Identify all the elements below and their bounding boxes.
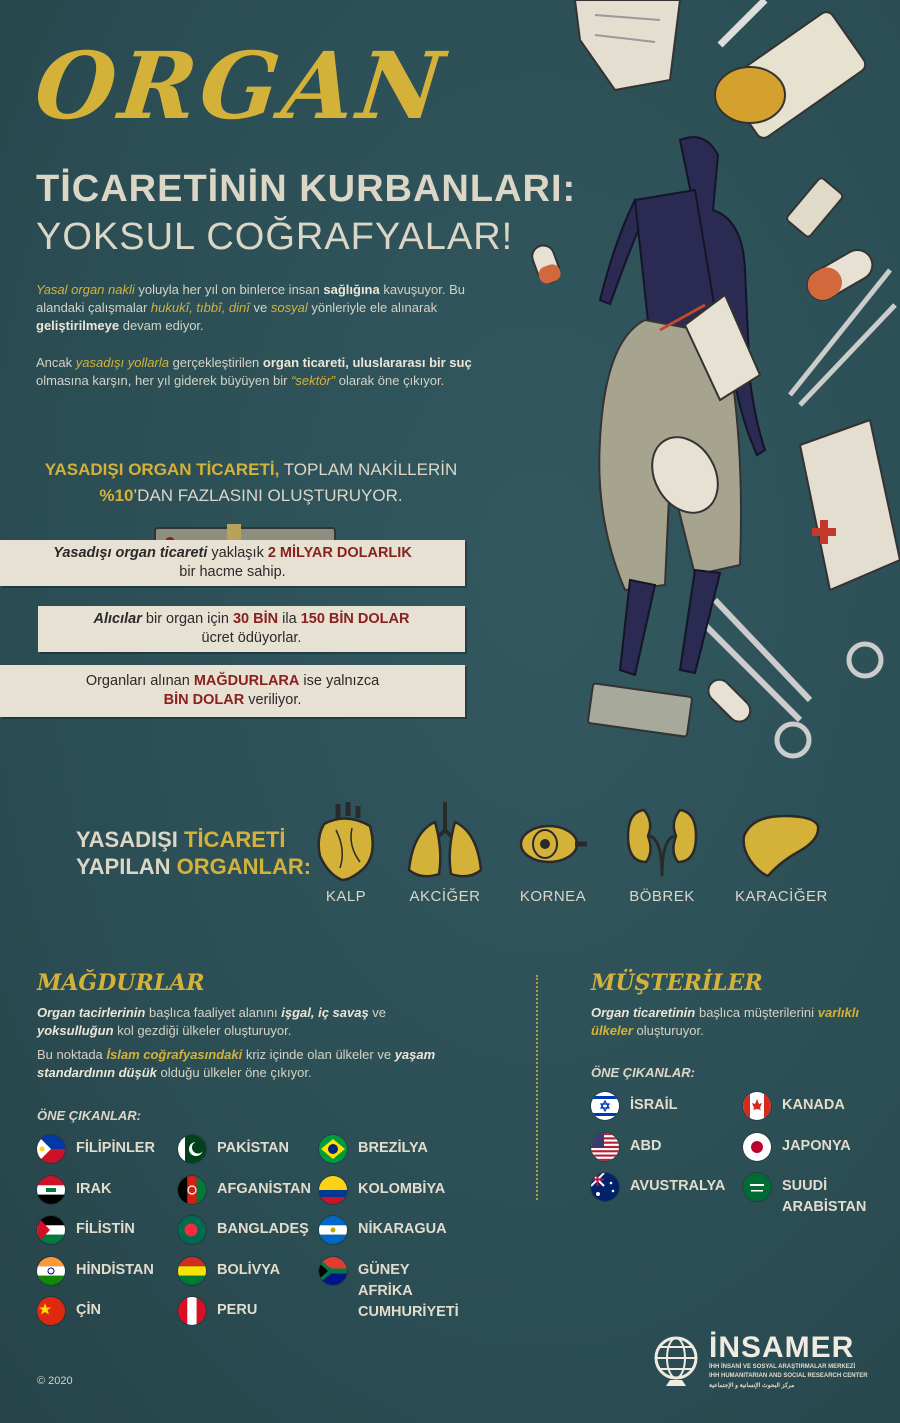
- country-name: PAKİSTAN: [217, 1140, 289, 1156]
- customers-subtitle: ÖNE ÇIKANLAR:: [591, 1065, 695, 1080]
- card-3-line2: veriliyor.: [244, 692, 302, 708]
- flag-icon: [178, 1176, 206, 1204]
- country-name: HİNDİSTAN: [76, 1261, 154, 1278]
- flag-icon: [319, 1176, 347, 1204]
- liver-icon: [738, 800, 822, 882]
- text-run: devam ediyor.: [119, 318, 204, 333]
- text-run: İslam coğrafyasındaki: [106, 1047, 243, 1062]
- flag-icon: [37, 1297, 65, 1325]
- text-run: hukukî, tıbbî, dinî: [150, 300, 250, 315]
- syringe-icon: [720, 0, 765, 45]
- text-run: kriz içinde olan ülkeler ve: [242, 1047, 395, 1062]
- country-item: [591, 1095, 737, 1120]
- section-divider: [536, 975, 538, 1200]
- country-item: [591, 1176, 737, 1201]
- victims-subtitle: ÖNE ÇIKANLAR:: [37, 1108, 141, 1123]
- victims-title: MAĞDURLAR: [37, 970, 205, 996]
- country-name: İSRAİL: [630, 1097, 678, 1113]
- country-item: [178, 1138, 313, 1163]
- country-name: PERU: [217, 1302, 258, 1318]
- card-1-line2: bir hacme sahip.: [179, 564, 286, 580]
- card-2-text-2: ila: [278, 611, 301, 627]
- card-1-value: 2 MİLYAR DOLARLIK: [267, 545, 412, 561]
- country-name: KOLOMBİYA: [358, 1180, 446, 1197]
- country-name: AFGANİSTAN: [217, 1180, 311, 1197]
- medical-paper-icon: [800, 420, 900, 590]
- text-run: Organ ticaretinin: [591, 1005, 696, 1020]
- card-3-text-2: ise yalnızca: [299, 673, 380, 689]
- flag-icon: [178, 1257, 206, 1285]
- card-2-value-2: 150 BİN DOLAR: [300, 611, 410, 627]
- organs-heading-w1: YASADIŞI: [76, 827, 178, 852]
- flag-icon: [319, 1257, 347, 1285]
- copyright: © 2020: [37, 1375, 73, 1387]
- organs-heading-g2: ORGANLAR:: [176, 854, 312, 879]
- text-run: başlıca faaliyet alanını: [145, 1005, 282, 1020]
- flag-icon: [319, 1216, 347, 1244]
- globe-logo-icon: [652, 1334, 700, 1388]
- country-name: IRAK: [76, 1180, 112, 1197]
- country-item: [178, 1179, 313, 1204]
- card-3-text: Organları alınan: [85, 673, 194, 689]
- customers-title: MÜŞTERİLER: [591, 970, 763, 996]
- country-name: KANADA: [782, 1097, 845, 1113]
- text-run: ve: [368, 1005, 387, 1020]
- flag-icon: [743, 1173, 771, 1201]
- text-run: Organ tacirlerinin: [37, 1005, 146, 1020]
- customers-paragraph: [591, 1004, 859, 1040]
- kidneys-icon: [624, 800, 700, 882]
- text-run: yönleriyle ele alınarak: [307, 300, 438, 315]
- organ-label: KORNEA: [519, 888, 587, 905]
- card-3-amount: BİN DOLAR: [163, 692, 245, 708]
- text-run: varlıklı ülkeler: [591, 1005, 859, 1038]
- country-item: [319, 1219, 454, 1244]
- text-run: sağlığına: [323, 282, 380, 297]
- victims-paragraph-1: [37, 1004, 465, 1040]
- text-run: Yasal organ nakli: [36, 282, 135, 297]
- country-item: [37, 1219, 172, 1244]
- text-run: oluşturuyor.: [632, 1023, 704, 1038]
- organ-label: BÖBREK: [629, 888, 695, 905]
- organ-label: KALP: [325, 888, 367, 905]
- card-2-line2: ücret ödüyorlar.: [201, 630, 302, 646]
- scissors-icon: [700, 600, 881, 756]
- logo-line-1: İHH İNSANİ VE SOSYAL ARAŞTIRMALAR MERKEZİ: [709, 1364, 856, 1370]
- text-run: organ ticareti, uluslararası bir suç: [262, 355, 472, 370]
- organ-label: KARACİĞER: [735, 888, 828, 905]
- flag-icon: [319, 1135, 347, 1163]
- title-line-2: TİCARETİNİN KURBANLARI:: [36, 168, 577, 210]
- stat-card-victims: [0, 665, 465, 717]
- illustration: [470, 0, 900, 760]
- country-name: FİLİSTİN: [76, 1221, 135, 1237]
- country-name: SUUDİ ARABİSTAN: [782, 1178, 867, 1215]
- country-name: JAPONYA: [782, 1137, 851, 1154]
- organ-lungs: [400, 800, 490, 905]
- country-item: [319, 1179, 454, 1204]
- money-icon: [588, 683, 693, 737]
- stat-card-buyers: [38, 606, 465, 652]
- organ-liver: [735, 800, 828, 905]
- country-name: BREZİLYA: [358, 1140, 428, 1156]
- text-run: “sektör”: [291, 373, 336, 388]
- country-item: [37, 1260, 172, 1285]
- country-item: [319, 1138, 454, 1163]
- text-run: sosyal: [270, 300, 308, 315]
- stat-headline-text-2: ’DAN FAZLASINI OLUŞTURUYOR.: [133, 486, 403, 505]
- organs-heading-g1: TİCARETİ: [177, 827, 286, 852]
- stat-headline: [36, 457, 466, 509]
- country-name: FİLİPİNLER: [76, 1140, 155, 1156]
- text-run: ve: [249, 300, 271, 315]
- text-run: işgal, iç savaş: [281, 1005, 369, 1020]
- country-name: AVUSTRALYA: [630, 1178, 726, 1194]
- victims-paragraph-2: [37, 1046, 465, 1082]
- country-item: [591, 1136, 737, 1161]
- card-1-term: Yasadışı organ ticareti: [53, 545, 208, 561]
- organ-heart: [301, 800, 391, 905]
- flag-icon: [37, 1176, 65, 1204]
- flag-icon: [37, 1257, 65, 1285]
- country-item: [37, 1138, 172, 1163]
- text-run: yoksulluğun: [37, 1023, 114, 1038]
- organ-kidneys: [617, 800, 707, 905]
- eye-icon: [515, 800, 591, 882]
- flag-icon: [743, 1092, 771, 1120]
- country-item: [37, 1300, 172, 1325]
- organ-label: AKCİĞER: [409, 888, 481, 905]
- title-line-3: YOKSUL COĞRAFYALAR!: [36, 216, 514, 258]
- text-run: geliştirilmeye: [36, 318, 120, 333]
- country-item: [178, 1260, 313, 1285]
- stat-card-volume: [0, 540, 465, 586]
- text-run: Ancak: [36, 355, 76, 370]
- flag-icon: [37, 1135, 65, 1163]
- vial-icon: [786, 177, 844, 238]
- text-run: olarak öne çıkıyor.: [335, 373, 445, 388]
- country-name: ABD: [630, 1137, 662, 1154]
- text-run: yaşam standardının düşük: [37, 1047, 436, 1080]
- card-2-text: bir organ için: [141, 611, 233, 627]
- flag-icon: [37, 1216, 65, 1244]
- flag-icon: [178, 1297, 206, 1325]
- text-run: yoluyla her yıl on binlerce insan: [134, 282, 324, 297]
- country-name: ÇİN: [76, 1302, 101, 1318]
- text-run: yasadışı yollarla: [75, 355, 169, 370]
- card-1-text: yaklaşık: [207, 545, 268, 561]
- text-run: olmasına karşın, her yıl giderek büyüyen bir: [36, 373, 292, 388]
- lungs-icon: [405, 800, 485, 882]
- card-2-term: Alıcılar: [93, 611, 142, 627]
- flag-icon: [743, 1133, 771, 1161]
- country-item: [178, 1300, 313, 1325]
- logo-line-2: IHH HUMANITARIAN AND SOCIAL RESEARCH CENTER: [709, 1373, 868, 1379]
- country-item: [743, 1176, 889, 1218]
- stat-headline-bold-2: %10: [99, 486, 134, 505]
- text-run: kol gezdiği ülkeler oluşturuyor.: [113, 1023, 292, 1038]
- victim-figure: [599, 137, 765, 675]
- heart-icon: [314, 800, 378, 882]
- newspaper-icon: [575, 0, 680, 90]
- card-2-value-1: 30 BİN: [232, 611, 279, 627]
- capsule-icon: [704, 675, 755, 726]
- intro-paragraph-2: [36, 354, 481, 390]
- flag-icon: [591, 1092, 619, 1120]
- country-name: NİKARAGUA: [358, 1221, 447, 1237]
- flag-icon: [591, 1133, 619, 1161]
- text-run: kavuşuyor. Bu alandaki çalışmalar: [36, 282, 466, 315]
- card-3-value: MAĞDURLARA: [193, 673, 300, 689]
- text-run: başlıca müşterilerini: [695, 1005, 818, 1020]
- country-item: [178, 1219, 313, 1244]
- flag-icon: [591, 1173, 619, 1201]
- stat-headline-text-1: TOPLAM NAKİLLERİN: [279, 460, 458, 479]
- capsule-icon: [529, 242, 563, 285]
- stat-headline-bold-1: YASADIŞI ORGAN TİCARETİ,: [44, 460, 280, 479]
- text-run: olduğu ülkeler öne çıkıyor.: [156, 1065, 312, 1080]
- country-item: [37, 1179, 172, 1204]
- country-item: [743, 1095, 889, 1120]
- country-name: BOLİVYA: [217, 1261, 281, 1278]
- organs-heading-w2: YAPILAN: [76, 854, 177, 879]
- organ-cornea: [508, 800, 598, 905]
- text-run: Bu noktada: [37, 1047, 107, 1062]
- text-run: gerçekleştirilen: [168, 355, 263, 370]
- logo-name: İNSAMER: [709, 1331, 855, 1364]
- organs-heading: [76, 826, 311, 880]
- title-organ: ORGAN: [30, 32, 453, 140]
- intro-paragraph-1: [36, 281, 481, 335]
- country-name: BANGLADEŞ: [217, 1221, 309, 1237]
- country-item: [319, 1260, 459, 1323]
- logo-line-3: مركز البحوث الإنسانية و الإجتماعية: [709, 1383, 795, 1389]
- country-item: [743, 1136, 889, 1161]
- flag-icon: [178, 1135, 206, 1163]
- country-name: GÜNEY AFRİKA CUMHURİYETİ: [358, 1261, 459, 1320]
- flag-icon: [178, 1216, 206, 1244]
